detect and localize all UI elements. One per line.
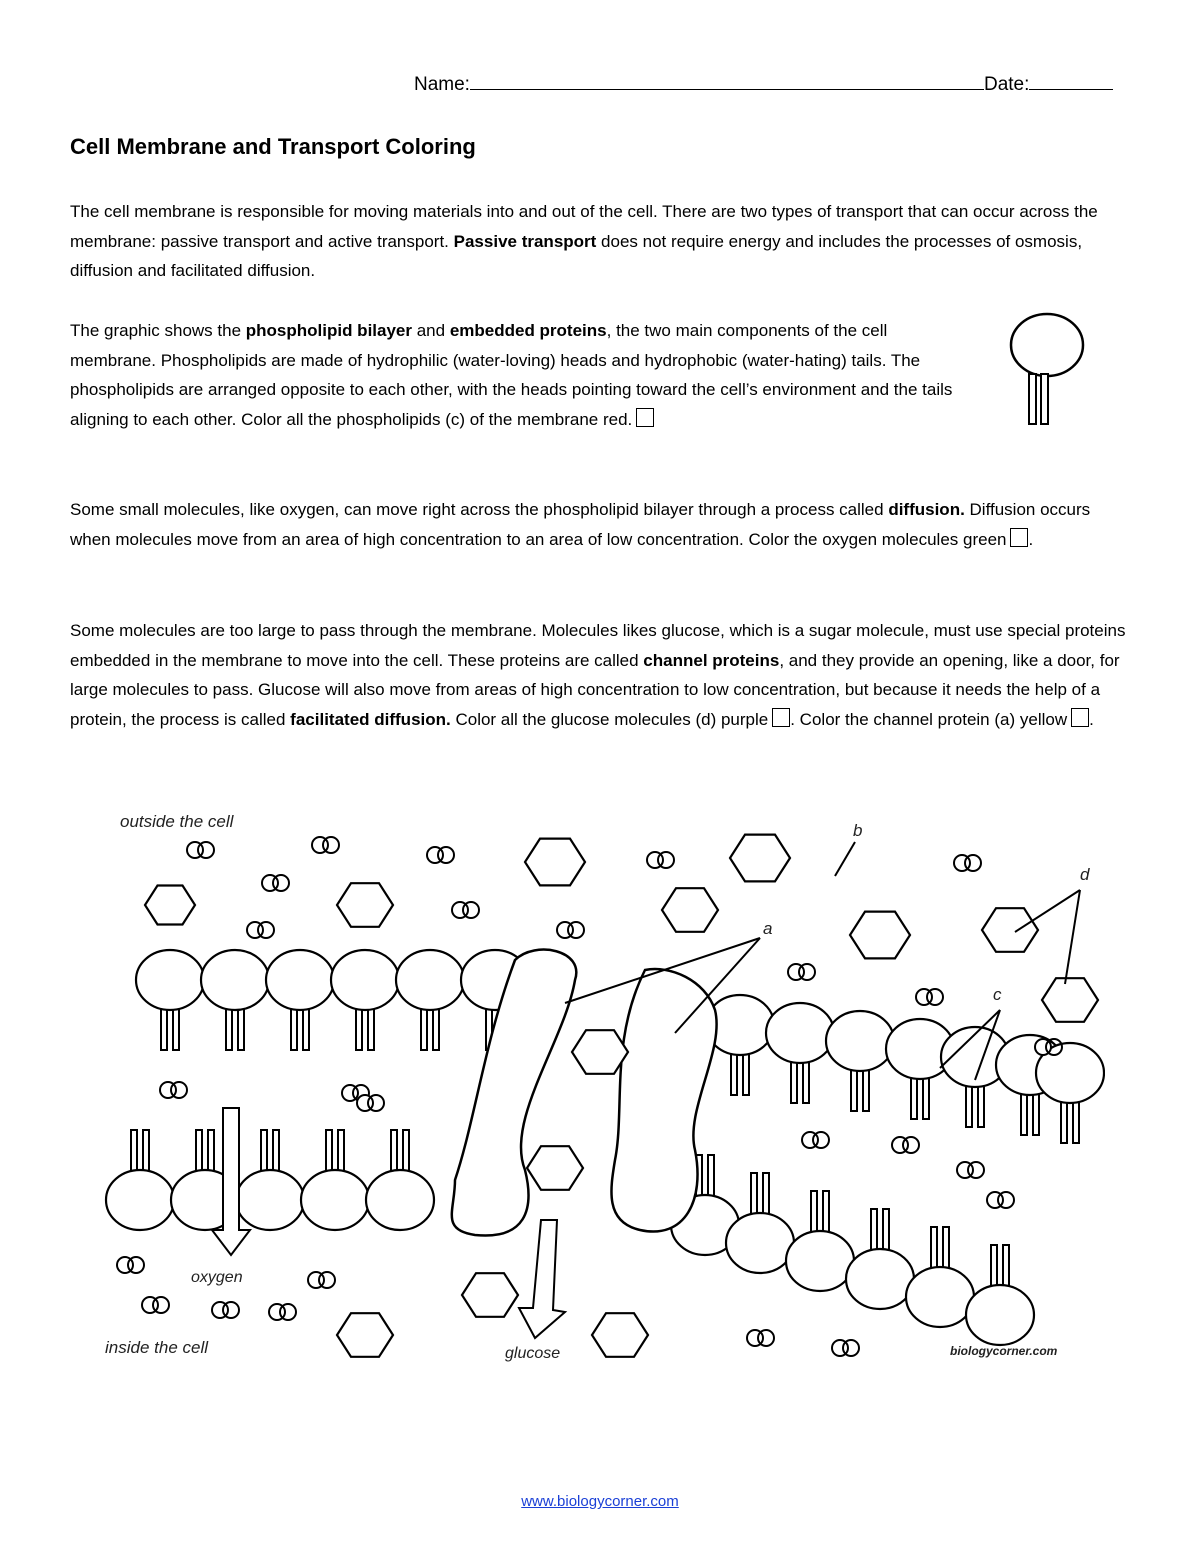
phospholipid <box>136 950 204 1010</box>
credit-label: biologycorner.com <box>950 1344 1058 1358</box>
p1-bold-passive-transport: Passive transport <box>453 231 597 251</box>
phospholipid-tail <box>751 1173 757 1218</box>
phospholipid-tail <box>883 1209 889 1254</box>
phospholipid-tail <box>403 1130 409 1175</box>
phospholipid <box>106 1170 174 1230</box>
p2-text-3: , the two main components of the cell membrane. Phospholipids are made of hydrophilic (water-loving) heads and hydrophobic (water-hating) tails. The phospholipids are arranged opposite to each other, with the heads pointing toward the cell’s environment and the tails aligning to each other. Color all the phospholipids (c) of the membrane red. <box>70 321 953 429</box>
phospholipid-tail <box>173 1005 179 1050</box>
pointer-line <box>1065 890 1080 984</box>
p3-text-3: . <box>1028 529 1034 549</box>
phospholipid <box>826 1011 894 1071</box>
phospholipid <box>766 1003 834 1063</box>
p3-text-2: Diffusion occurs when molecules move from an area of high concentration to an area of low concentration. Color the oxygen molecules green <box>70 500 1091 549</box>
label-c: c <box>993 985 1002 1004</box>
facilitated-diffusion-paragraph <box>70 616 1135 734</box>
phospholipid <box>726 1213 794 1273</box>
phospholipid-tail <box>238 1005 244 1050</box>
glucose-molecule <box>337 1313 393 1357</box>
glucose-molecule <box>462 1273 518 1317</box>
phospholipid-tail <box>731 1050 737 1095</box>
phospholipid-icon <box>1006 312 1088 430</box>
glucose-molecule <box>1042 978 1098 1022</box>
glucose-molecule <box>145 886 195 925</box>
phospholipid-tail <box>421 1005 427 1050</box>
phospholipid <box>266 950 334 1010</box>
phospholipid <box>236 1170 304 1230</box>
p4-text-2: , and they provide an opening, like a door, for large molecules to pass. Glucose will also move from areas of high concentration to low concentration, but because it needs the help of a protein, the process is called <box>70 650 1120 729</box>
phospholipid-tail <box>991 1245 997 1290</box>
phospholipid-tail <box>291 1005 297 1050</box>
phospholipid-tail <box>326 1130 332 1175</box>
phospholipid <box>331 950 399 1010</box>
phospholipid-tail <box>1073 1098 1079 1143</box>
date-label: Date: <box>983 74 1030 95</box>
phospholipid <box>786 1231 854 1291</box>
p2-bold-embedded-proteins: embedded proteins <box>449 321 607 340</box>
phospholipid-tail <box>131 1130 137 1175</box>
phospholipid-tail <box>1061 1098 1067 1143</box>
green-checkbox[interactable] <box>1010 528 1028 547</box>
p4-text-1: Some molecules are too large to pass through the membrane. Molecules likes glucose, which is a sugar molecule, must use special proteins embedded in the membrane to move into the cell. These proteins are called <box>70 621 1126 670</box>
p3-bold-diffusion: diffusion. <box>888 500 965 519</box>
inside-cell-label: inside the cell <box>105 1338 209 1357</box>
glucose-molecule <box>527 1146 583 1190</box>
intro-paragraph <box>70 197 1135 286</box>
p4-bold-facilitated-diffusion: facilitated diffusion. <box>290 709 451 729</box>
phospholipid <box>201 950 269 1010</box>
glucose-molecule <box>592 1313 648 1357</box>
phospholipid-tail <box>791 1058 797 1103</box>
footer <box>0 1493 1200 1510</box>
p2-text-1: The graphic shows the <box>70 321 246 340</box>
footer-link[interactable]: www.biologycorner.com <box>521 1493 679 1510</box>
name-date-line <box>414 74 1113 96</box>
glucose-molecule <box>850 912 910 959</box>
red-checkbox[interactable] <box>636 408 654 427</box>
phospholipid-tail <box>923 1074 929 1119</box>
p4-text-3: Color all the glucose molecules (d) purple <box>450 709 769 729</box>
phospholipid-paragraph <box>70 316 975 434</box>
date-blank[interactable] <box>1029 75 1113 90</box>
outside-cell-label: outside the cell <box>120 812 234 831</box>
phospholipid <box>396 950 464 1010</box>
phospholipid-tail <box>338 1130 344 1175</box>
glucose-molecule <box>572 1030 628 1074</box>
p4-text-5: . <box>1089 709 1094 729</box>
glucose-label: glucose <box>505 1345 561 1362</box>
phospholipid-tail <box>356 1005 362 1050</box>
oxygen-label: oxygen <box>191 1269 243 1286</box>
phospholipid-tail <box>943 1227 949 1272</box>
phospholipid-tail <box>161 1005 167 1050</box>
phospholipid-tail <box>871 1209 877 1254</box>
page-title: Cell Membrane and Transport Coloring <box>70 134 476 159</box>
name-blank[interactable] <box>470 75 984 90</box>
phospholipid-tail <box>261 1130 267 1175</box>
phospholipid <box>366 1170 434 1230</box>
phospholipid-tail <box>978 1082 984 1127</box>
phospholipid-tail <box>743 1050 749 1095</box>
phospholipid-tail <box>803 1058 809 1103</box>
label-b: b <box>853 821 863 840</box>
phospholipid-tail <box>708 1155 714 1200</box>
phospholipid <box>906 1267 974 1327</box>
diffusion-paragraph <box>70 495 1135 554</box>
phospholipid-tail <box>273 1130 279 1175</box>
p1-text-1: The cell membrane is responsible for moving materials into and out of the cell. There are two types of transport that can occur across the membrane: passive transport and active transport. <box>70 202 1098 251</box>
phospholipid-tail <box>196 1130 202 1175</box>
phospholipid-tail <box>863 1066 869 1111</box>
glucose-molecule <box>337 883 393 927</box>
phospholipid-tail <box>391 1130 397 1175</box>
p2-bold-phospholipid-bilayer: phospholipid bilayer <box>245 321 412 340</box>
phospholipid-tail <box>1003 1245 1009 1290</box>
phospholipid <box>966 1285 1034 1345</box>
p4-text-4: . Color the channel protein (a) yellow <box>790 709 1068 729</box>
p3-text-1: Some small molecules, like oxygen, can move right across the phospholipid bilayer through a process called <box>70 500 889 519</box>
phospholipid-tail <box>763 1173 769 1218</box>
p4-bold-channel-proteins: channel proteins <box>643 650 780 670</box>
p1-text-2: does not require energy and includes the processes of osmosis, diffusion and facilitated diffusion. <box>70 231 1083 280</box>
glucose-molecule <box>662 888 718 932</box>
phospholipid-tail <box>823 1191 829 1236</box>
phospholipid <box>846 1249 914 1309</box>
phospholipid-tail <box>851 1066 857 1111</box>
yellow-checkbox[interactable] <box>1071 708 1089 727</box>
phospholipid-tail <box>966 1082 972 1127</box>
label-d: d <box>1080 865 1090 884</box>
glucose-molecule <box>730 835 790 882</box>
glucose-arrow <box>519 1220 565 1338</box>
glucose-molecule <box>982 908 1038 952</box>
name-label: Name: <box>414 74 470 95</box>
phospholipid <box>301 1170 369 1230</box>
purple-checkbox[interactable] <box>772 708 790 727</box>
label-a: a <box>763 919 773 938</box>
phospholipid-tail <box>811 1191 817 1236</box>
phospholipid-tail <box>931 1227 937 1272</box>
phospholipid-tail <box>143 1130 149 1175</box>
phospholipid-tail <box>433 1005 439 1050</box>
phospholipid-tail <box>1033 1090 1039 1135</box>
p2-text-2: and <box>412 321 450 340</box>
pointer-line <box>835 842 855 876</box>
phospholipid-tail <box>208 1130 214 1175</box>
phospholipid-tail <box>911 1074 917 1119</box>
phospholipid-tail <box>1021 1090 1027 1135</box>
glucose-molecule <box>525 839 585 886</box>
phospholipid-tail <box>303 1005 309 1050</box>
phospholipid-tail <box>368 1005 374 1050</box>
cell-membrane-diagram <box>95 790 1105 1370</box>
phospholipid-tail <box>226 1005 232 1050</box>
